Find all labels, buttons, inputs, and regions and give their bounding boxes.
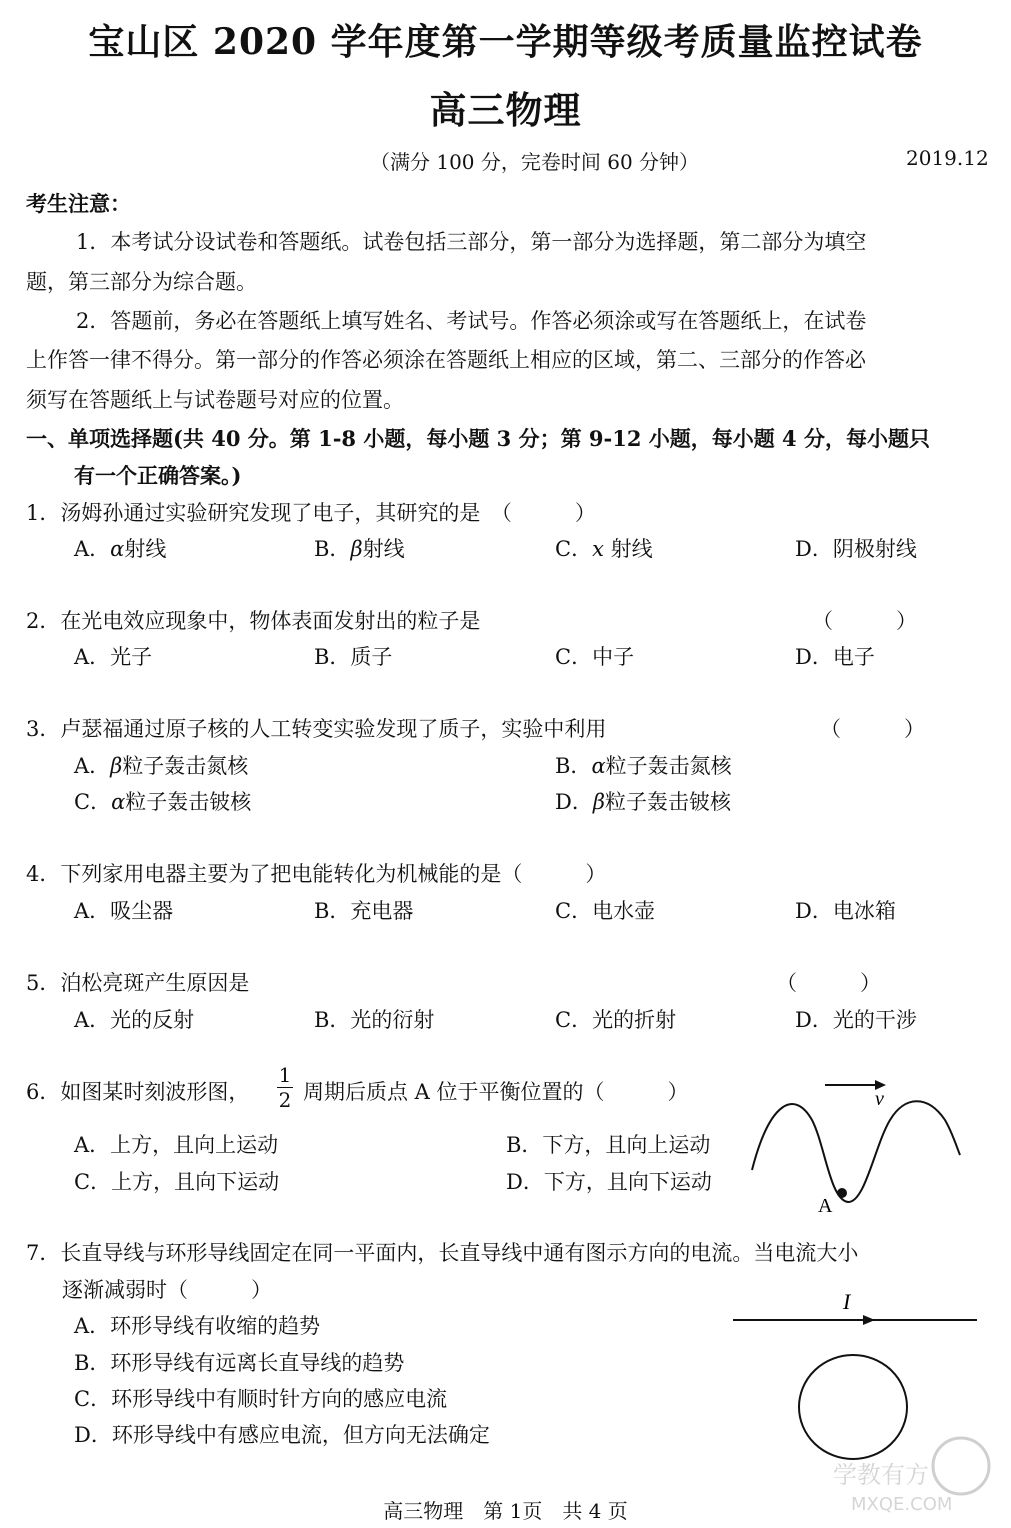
q1-option-b: B．β射线 — [314, 537, 405, 561]
q3-option-b: B．α粒子轰击氮核 — [555, 754, 732, 778]
q5-answer-paren: （ ） — [776, 971, 881, 995]
section1-heading-line1: 一、单项选择题(共 40 分。第 1-8 小题，每小题 3 分；第 9-12 小题，每小题 4 分，每小题只 — [26, 426, 930, 451]
wave-curve — [752, 1101, 960, 1202]
q2-answer-paren: （ ） — [812, 609, 917, 633]
notice-p1-line1: 1．本考试分设试卷和答题纸。试卷包括三部分，第一部分为选择题，第二部分为填空 — [76, 230, 867, 254]
q4-option-c: C．电水壶 — [555, 899, 656, 923]
q3-option-d: D．β粒子轰击铍核 — [555, 790, 731, 814]
q3-stem: 3．卢瑟福通过原子核的人工转变实验发现了质子，实验中利用 — [26, 717, 607, 741]
q7-option-d: D．环形导线中有感应电流，但方向无法确定 — [74, 1423, 490, 1447]
wave-figure — [740, 1070, 970, 1220]
point-a-dot — [837, 1188, 847, 1198]
q1-option-d: D．阴极射线 — [795, 537, 917, 561]
q6-stem-start: 6．如图某时刻波形图， — [26, 1080, 250, 1104]
section1-heading-line2: 有一个正确答案。) — [74, 463, 242, 488]
q4-option-d: D．电冰箱 — [795, 899, 896, 923]
page-footer: 高三物理 第 1页 共 4 页 — [383, 1499, 628, 1523]
q2-option-d: D．电子 — [795, 645, 875, 669]
notice-p2-line2: 上作答一律不得分。第一部分的作答必须涂在答题纸上相应的区域，第二、三部分的作答必 — [26, 348, 866, 372]
exam-subtitle: 高三物理 — [429, 88, 582, 132]
q2-option-b: B．质子 — [314, 645, 393, 669]
q5-option-c: C．光的折射 — [555, 1008, 677, 1032]
notice-p2-line1: 2．答题前，务必在答题纸上填写姓名、考试号。作答必须涂或写在答题纸上，在试卷 — [76, 309, 867, 333]
q6-fraction-numerator: 1 — [278, 1063, 292, 1087]
q5-stem: 5．泊松亮斑产生原因是 — [26, 971, 250, 995]
q2-option-a: A．光子 — [74, 645, 153, 669]
q6-option-c: C．上方，且向下运动 — [74, 1170, 280, 1194]
exam-meta: （满分 100 分，完卷时间 60 分钟） — [370, 150, 700, 174]
q4-option-a: A．吸尘器 — [74, 899, 174, 923]
q7-option-b: B．环形导线有远离长直导线的趋势 — [74, 1351, 405, 1375]
q7-option-c: C．环形导线中有顺时针方向的感应电流 — [74, 1387, 448, 1411]
q1-option-c: C．x 射线 — [555, 537, 653, 561]
q7-stem-line1: 7．长直导线与环形导线固定在同一平面内，长直导线中通有图示方向的电流。当电流大小 — [26, 1241, 859, 1265]
notice-p2-line3: 须写在答题纸上与试卷题号对应的位置。 — [26, 388, 404, 412]
current-arrow-icon — [863, 1315, 875, 1325]
q7-stem-line2: 逐渐减弱时（ ） — [62, 1278, 272, 1302]
q1-option-a: A．α射线 — [74, 537, 167, 561]
q6-stem-end: 周期后质点 A 位于平衡位置的（ ） — [303, 1080, 689, 1104]
watermark-text: 学教有方 — [833, 1461, 929, 1489]
q3-option-a: A．β粒子轰击氮核 — [74, 754, 249, 778]
q6-option-d: D．下方，且向下运动 — [506, 1170, 712, 1194]
watermark-logo — [811, 1428, 1001, 1518]
q5-option-d: D．光的干涉 — [795, 1008, 917, 1032]
point-a-label: A — [818, 1195, 833, 1217]
q3-answer-paren: （ ） — [820, 717, 925, 741]
q3-option-c: C．α粒子轰击铍核 — [74, 790, 252, 814]
q6-fraction — [277, 1064, 293, 1111]
q7-option-a: A．环形导线有收缩的趋势 — [74, 1314, 321, 1338]
q6-option-b: B．下方，且向上运动 — [506, 1133, 711, 1157]
q5-option-b: B．光的衍射 — [314, 1008, 435, 1032]
q2-stem: 2．在光电效应现象中，物体表面发射出的粒子是 — [26, 609, 481, 633]
q5-option-a: A．光的反射 — [74, 1008, 195, 1032]
q6-option-a: A．上方，且向上运动 — [74, 1133, 279, 1157]
notice-p1-line2: 题，第三部分为综合题。 — [26, 270, 257, 294]
q4-stem: 4．下列家用电器主要为了把电能转化为机械能的是（ ） — [26, 862, 607, 886]
velocity-label: v — [875, 1088, 884, 1110]
q4-option-b: B．充电器 — [314, 899, 414, 923]
q2-option-c: C．中子 — [555, 645, 635, 669]
q6-fraction-denominator: 2 — [278, 1088, 292, 1112]
notice-heading: 考生注意： — [26, 191, 131, 216]
q1-stem: 1．汤姆孙通过实验研究发现了电子，其研究的是 （ ） — [26, 501, 596, 525]
exam-title: 宝山区 2020 学年度第一学期等级考质量监控试卷 — [88, 21, 923, 63]
current-label: I — [843, 1289, 851, 1314]
watermark-site: MXQE.COM — [851, 1494, 953, 1515]
exam-date: 2019.12 — [906, 146, 989, 170]
